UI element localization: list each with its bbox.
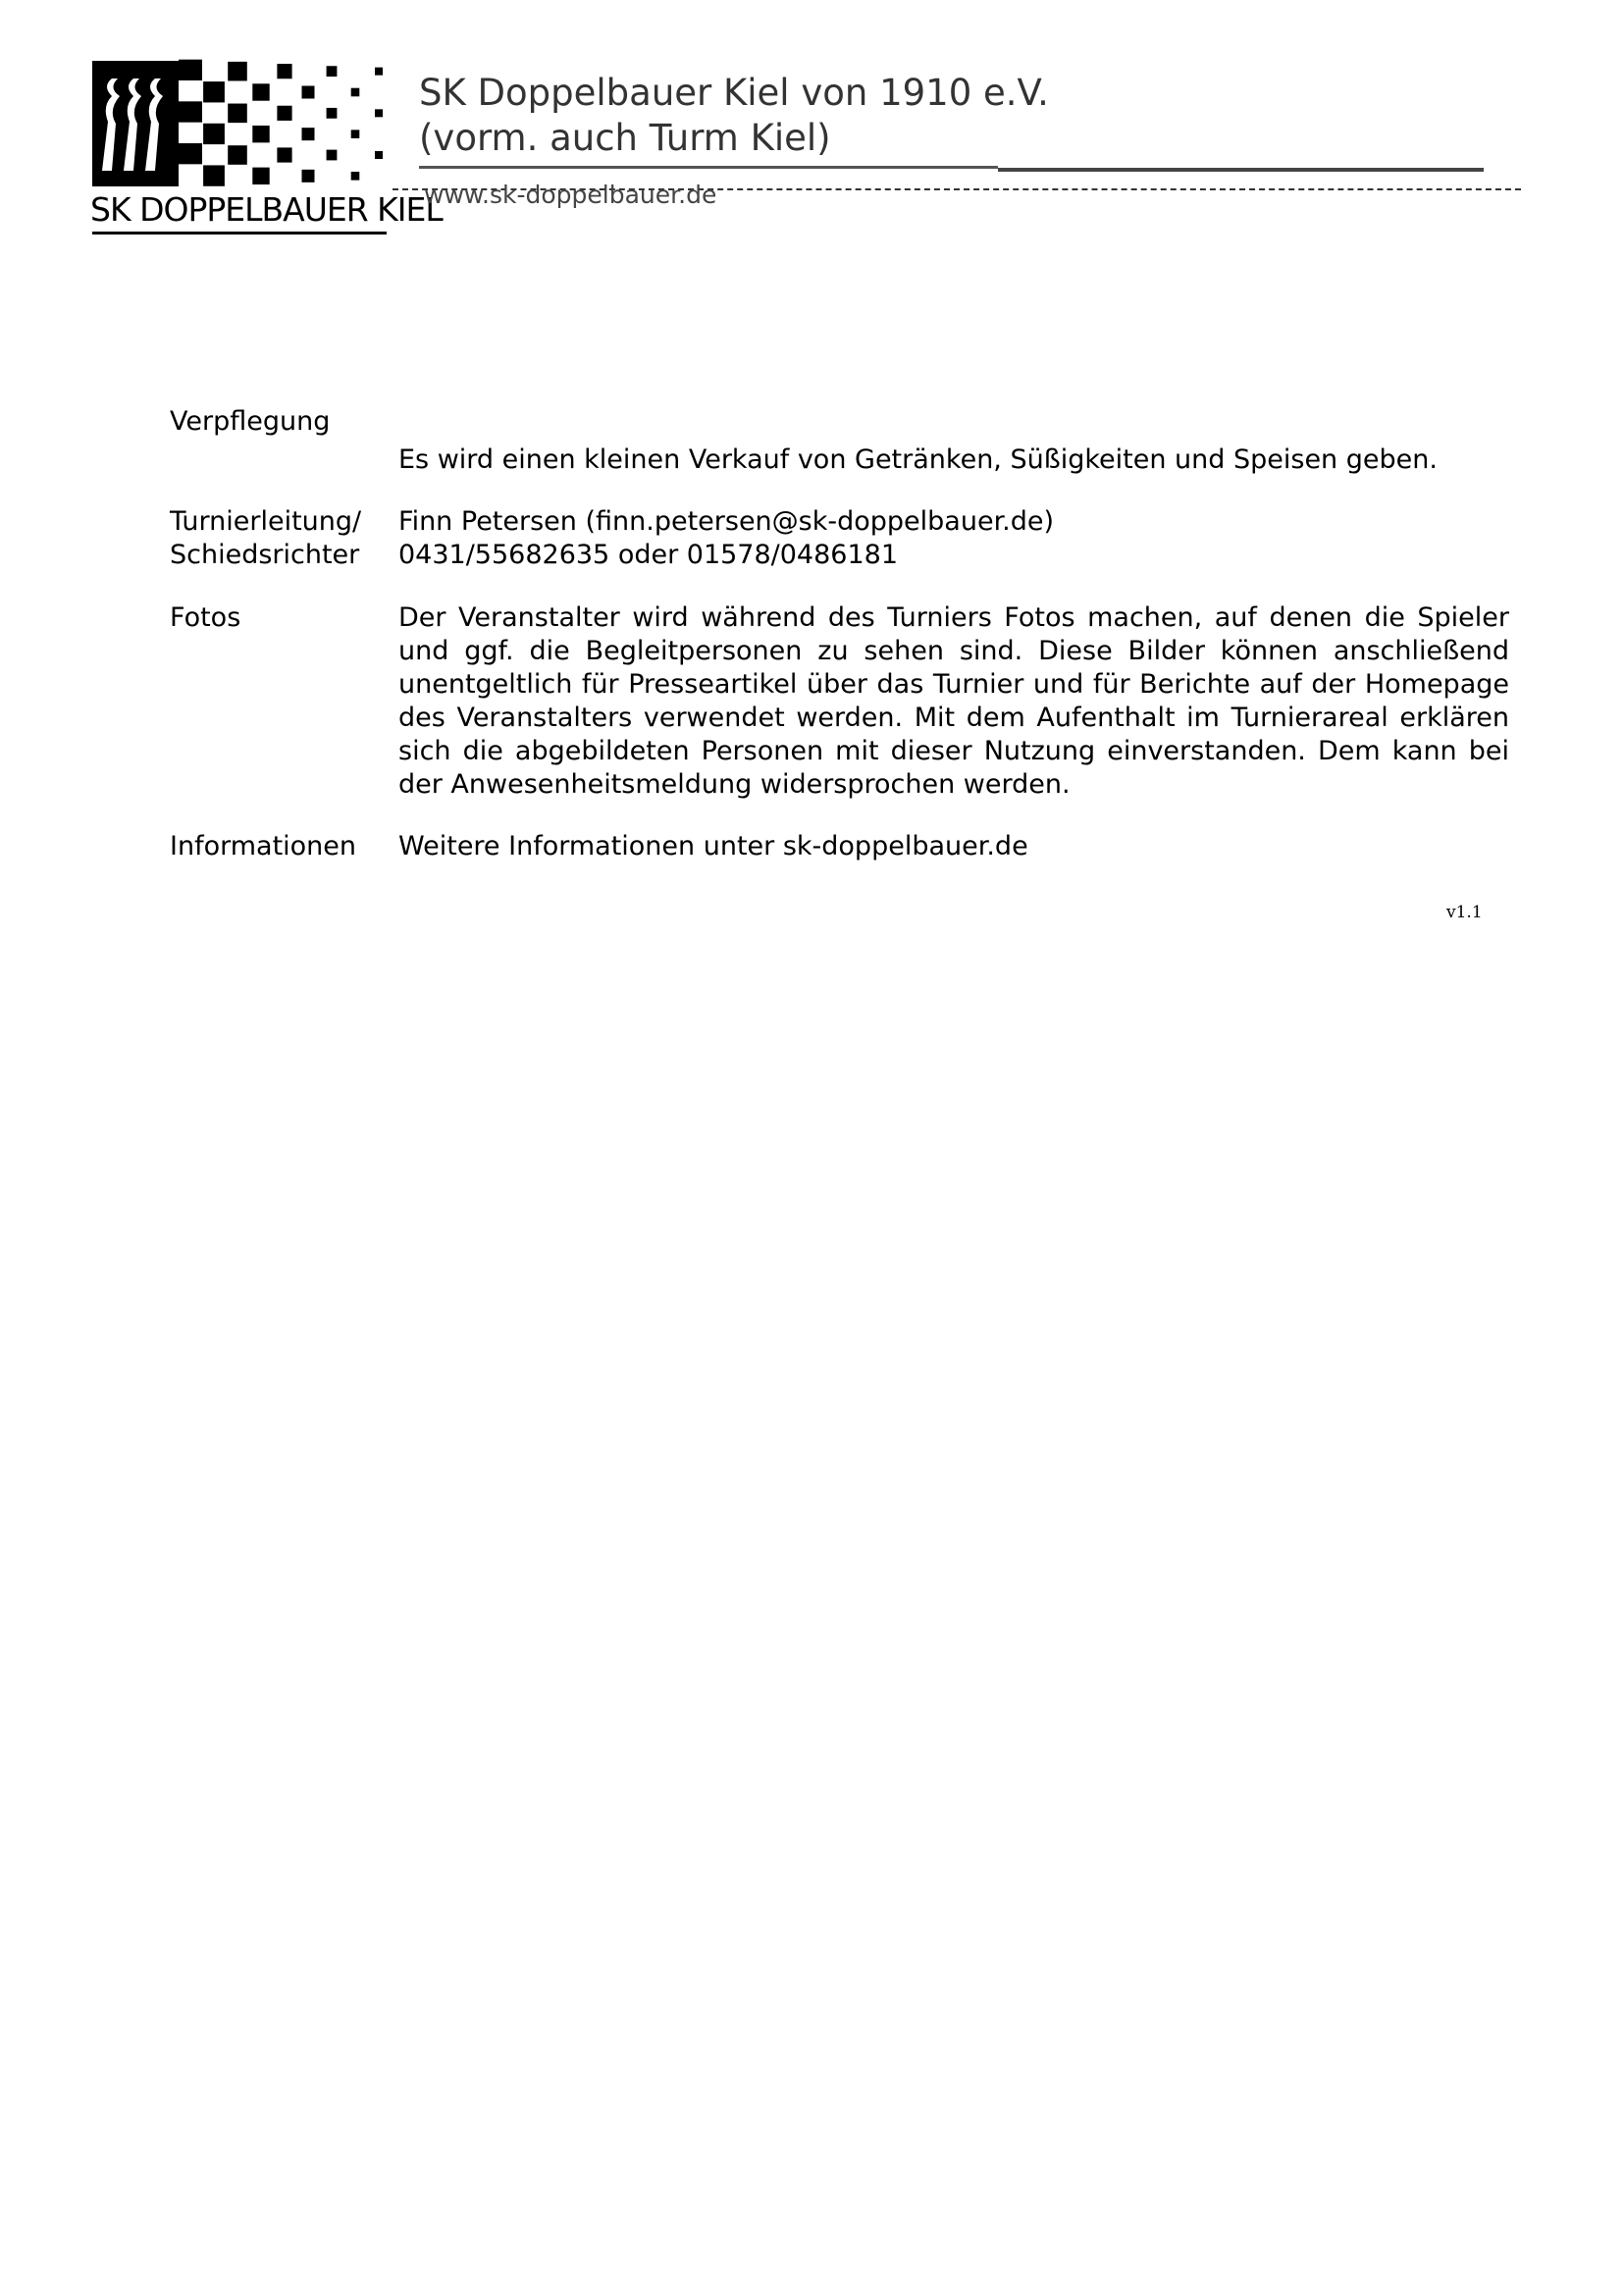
arbiter-phone: 0431/55682635 oder 01578/0486181 xyxy=(398,540,899,570)
checker-square xyxy=(302,170,315,182)
logo-wordmark: SK DOPPELBAUER KIEL xyxy=(90,190,443,229)
section-catering xyxy=(170,405,1509,484)
checker-square xyxy=(327,108,338,119)
checker-square xyxy=(327,66,338,77)
checker-square xyxy=(228,104,247,124)
club-name-line2: (vorm. auch Turm Kiel) xyxy=(419,117,831,159)
checker-square xyxy=(375,109,383,117)
checker-square xyxy=(228,145,247,165)
checker-square xyxy=(228,62,247,81)
title-rule-extension xyxy=(998,168,1484,172)
section-label-line1: Turnierleitung/ xyxy=(170,506,362,537)
logo-underline xyxy=(92,232,387,235)
section-label: Informationen xyxy=(170,831,357,861)
section-text: Der Veranstalter wird während des Turniers Fotos machen, auf denen die Spieler und ggf. die Begleitpersonen zu sehen sind. Diese Bilder können anschließend unentgeltlich für Presseartikel über das Turnier und für Berichte auf der Homepage des Veranstalters verwendet werden. Mit dem Aufenthalt im Turnierareal erklären sich die abgebildeten Personen mit dieser Nutzung einverstanden. Dem kann bei der Anwesenheitsmeldung widersprochen werden. xyxy=(398,602,1509,800)
section-label-line2: Schiedsrichter xyxy=(170,540,360,570)
checker-square xyxy=(252,83,269,100)
title-rule xyxy=(419,166,998,169)
section-text: Es wird einen kleinen Verkauf von Getränken, Süßigkeiten und Speisen geben. xyxy=(398,444,1438,475)
section-label: Verpflegung xyxy=(170,406,331,437)
website-link[interactable]: www.sk-doppelbauer.de xyxy=(424,181,717,209)
section-arbiter xyxy=(170,505,1509,576)
checker-square xyxy=(203,165,225,185)
section-text: Weitere Informationen unter sk-doppelbauer.de xyxy=(398,831,1028,861)
version-label: v1.1 xyxy=(1446,903,1483,922)
checker-square xyxy=(179,60,202,80)
checker-square xyxy=(203,124,225,144)
club-name-line1: SK Doppelbauer Kiel von 1910 e.V. xyxy=(419,72,1049,114)
checker-square xyxy=(375,151,383,159)
section-photos xyxy=(170,601,1509,808)
chessboard-logo-icon xyxy=(90,59,390,191)
checker-square xyxy=(327,150,338,161)
checker-square xyxy=(375,68,383,76)
checker-square xyxy=(277,106,291,121)
section-label: Fotos xyxy=(170,602,241,633)
checker-square xyxy=(351,130,360,138)
checker-square xyxy=(252,126,269,142)
checker-square xyxy=(351,88,360,97)
checker-square xyxy=(302,128,315,140)
checker-square xyxy=(179,143,202,164)
checker-square xyxy=(351,172,360,181)
checker-square xyxy=(277,147,291,162)
arbiter-contact: Finn Petersen (finn.petersen@sk-doppelbauer.de) xyxy=(398,506,1055,537)
letterhead xyxy=(0,0,1624,255)
checker-square xyxy=(179,101,202,122)
checker-square xyxy=(252,168,269,184)
checker-square xyxy=(203,81,225,102)
checker-square xyxy=(302,86,315,99)
checker-square xyxy=(277,64,291,78)
section-info xyxy=(170,830,1509,869)
club-logo xyxy=(90,59,443,240)
